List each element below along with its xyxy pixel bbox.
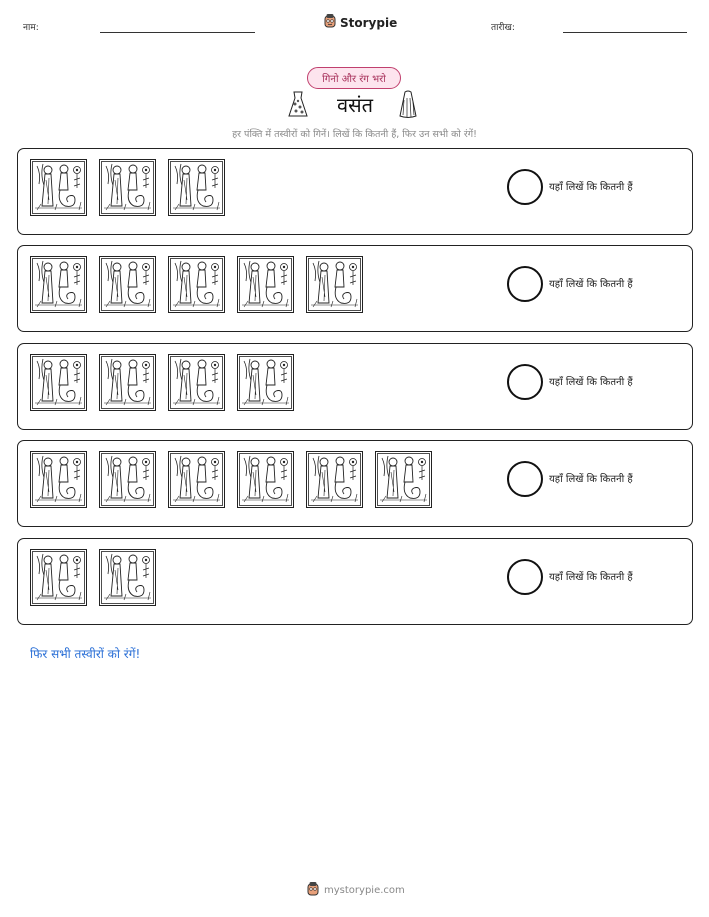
spring-figures-icon[interactable] <box>30 256 87 313</box>
spring-figures-icon[interactable] <box>168 354 225 411</box>
spring-figures-icon[interactable] <box>375 451 432 508</box>
spring-figures-icon[interactable] <box>168 451 225 508</box>
spring-figures-icon[interactable] <box>237 451 294 508</box>
spring-figures-icon[interactable] <box>99 256 156 313</box>
brand-name: Storypie <box>340 15 398 30</box>
spring-figures-icon[interactable] <box>99 354 156 411</box>
answer-circle[interactable] <box>507 266 543 302</box>
name-line[interactable] <box>100 32 255 33</box>
spring-figures-icon[interactable] <box>30 159 87 216</box>
answer-hint: यहाँ लिखें कि कितनी हैं <box>549 182 633 193</box>
spring-figures-icon[interactable] <box>237 256 294 313</box>
storypie-mascot-icon <box>323 13 337 32</box>
spring-figures-icon[interactable] <box>99 451 156 508</box>
answer-circle[interactable] <box>507 461 543 497</box>
answer-circle[interactable] <box>507 169 543 205</box>
answer-circle[interactable] <box>507 364 543 400</box>
spring-figures-icon[interactable] <box>30 354 87 411</box>
picture-group <box>30 549 156 606</box>
answer-hint: यहाँ लिखें कि कितनी हैं <box>549 474 633 485</box>
spring-figures-icon[interactable] <box>306 451 363 508</box>
answer-circle[interactable] <box>507 559 543 595</box>
spring-figures-icon[interactable] <box>30 451 87 508</box>
brand-logo <box>323 13 397 32</box>
site-url: mystorypie.com <box>324 885 405 896</box>
spring-figures-icon[interactable] <box>168 256 225 313</box>
picture-group <box>30 256 363 313</box>
answer-hint: यहाँ लिखें कि कितनी हैं <box>549 279 633 290</box>
counting-row <box>17 343 693 430</box>
shawl-icon <box>396 90 420 124</box>
spring-figures-icon[interactable] <box>99 159 156 216</box>
spring-figures-icon[interactable] <box>306 256 363 313</box>
answer-hint: यहाँ लिखें कि कितनी हैं <box>549 377 633 388</box>
picture-group <box>30 451 432 508</box>
activity-tag: गिनो और रंग भरो <box>307 67 401 89</box>
spring-figures-icon[interactable] <box>99 549 156 606</box>
storypie-mascot-icon <box>306 881 320 900</box>
counting-row <box>17 440 693 527</box>
site-credit <box>306 881 405 900</box>
dress-icon <box>287 90 309 122</box>
instructions: हर पंक्ति में तस्वीरों को गिनें। लिखें कि कितनी हैं, फिर उन सभी को रंगें! <box>232 129 477 140</box>
spring-figures-icon[interactable] <box>168 159 225 216</box>
counting-row <box>17 148 693 235</box>
counting-row <box>17 538 693 625</box>
date-line[interactable] <box>563 32 687 33</box>
spring-figures-icon[interactable] <box>30 549 87 606</box>
picture-group <box>30 159 225 216</box>
page-title: वसंत <box>336 93 374 117</box>
name-label: नाम: <box>23 23 39 33</box>
counting-row <box>17 245 693 332</box>
spring-figures-icon[interactable] <box>237 354 294 411</box>
color-instruction: फिर सभी तस्वीरों को रंगें! <box>30 647 141 661</box>
answer-hint: यहाँ लिखें कि कितनी हैं <box>549 572 633 583</box>
picture-group <box>30 354 294 411</box>
date-label: तारीख: <box>491 23 515 33</box>
